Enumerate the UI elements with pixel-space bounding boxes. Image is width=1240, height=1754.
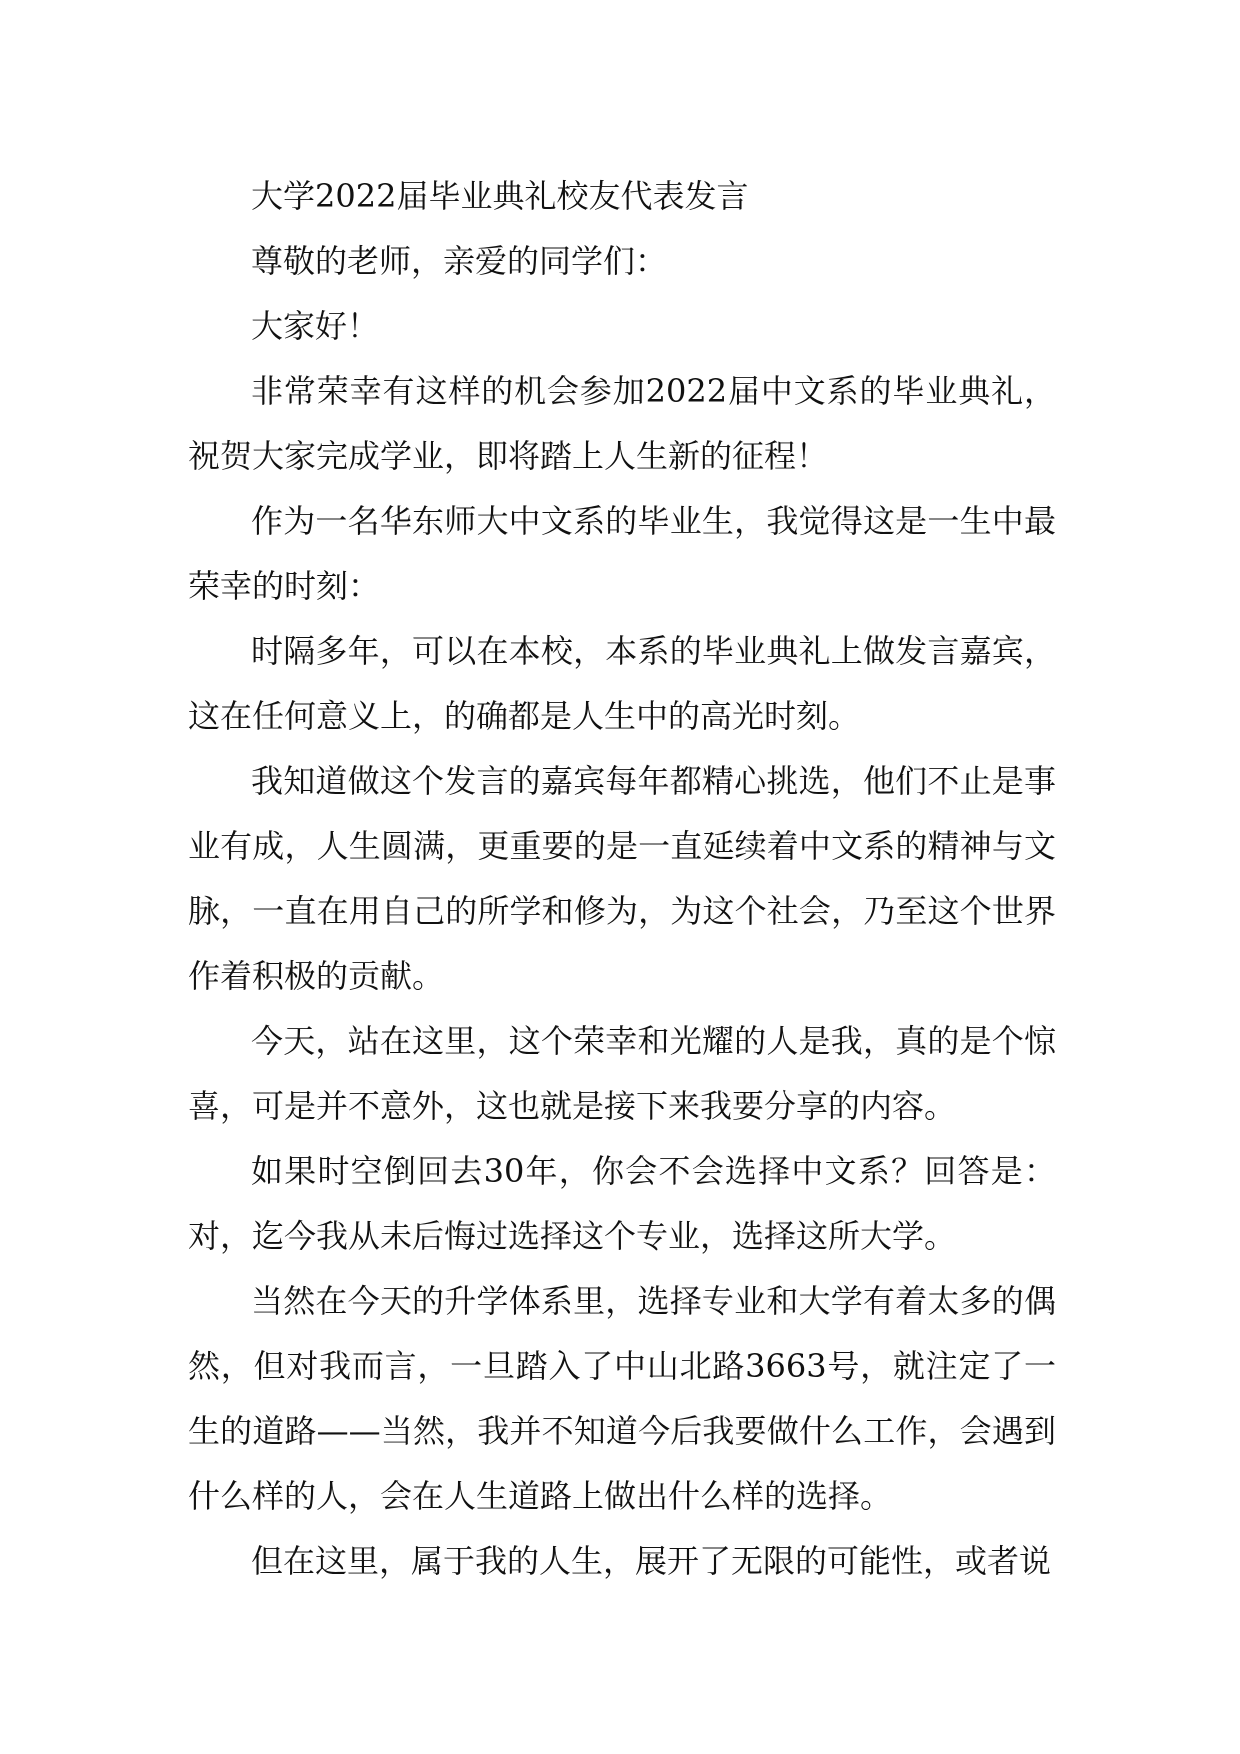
paragraph: 当然在今天的升学体系里，选择专业和大学有着太多的偶然，但对我而言，一旦踏入了中山北路3663号，就注定了一生的道路——当然，我并不知道今后我要做什么工作，会遇到什么样的人，会在人生道路上做出什么样的选择。 xyxy=(188,1282,1056,1515)
paragraph: 如果时空倒回去30年，你会不会选择中文系？回答是：对，迄今我从未后悔过选择这个专业，选择这所大学。 xyxy=(188,1152,1056,1255)
paragraph: 但在这里，属于我的人生，展开了无限的可能性，或者说 xyxy=(251,1542,1052,1580)
document-title: 大学2022届毕业典礼校友代表发言 xyxy=(251,177,749,215)
paragraph: 非常荣幸有这样的机会参加2022届中文系的毕业典礼，祝贺大家完成学业，即将踏上人生新的征程！ xyxy=(188,372,1056,475)
paragraph-salutation: 尊敬的老师，亲爱的同学们： xyxy=(251,242,668,280)
paragraph-greeting: 大家好！ xyxy=(251,307,380,345)
paragraph: 作为一名华东师大中文系的毕业生，我觉得这是一生中最荣幸的时刻： xyxy=(188,502,1056,605)
paragraph: 今天，站在这里，这个荣幸和光耀的人是我，真的是个惊喜，可是并不意外，这也就是接下来我要分享的内容。 xyxy=(188,1022,1056,1125)
paragraph: 时隔多年，可以在本校，本系的毕业典礼上做发言嘉宾，这在任何意义上，的确都是人生中的高光时刻。 xyxy=(188,632,1056,735)
paragraph: 我知道做这个发言的嘉宾每年都精心挑选，他们不止是事业有成，人生圆满，更重要的是一直延续着中文系的精神与文脉，一直在用自己的所学和修为，为这个社会，乃至这个世界作着积极的贡献。 xyxy=(188,762,1056,995)
speech-body xyxy=(188,164,1056,1594)
